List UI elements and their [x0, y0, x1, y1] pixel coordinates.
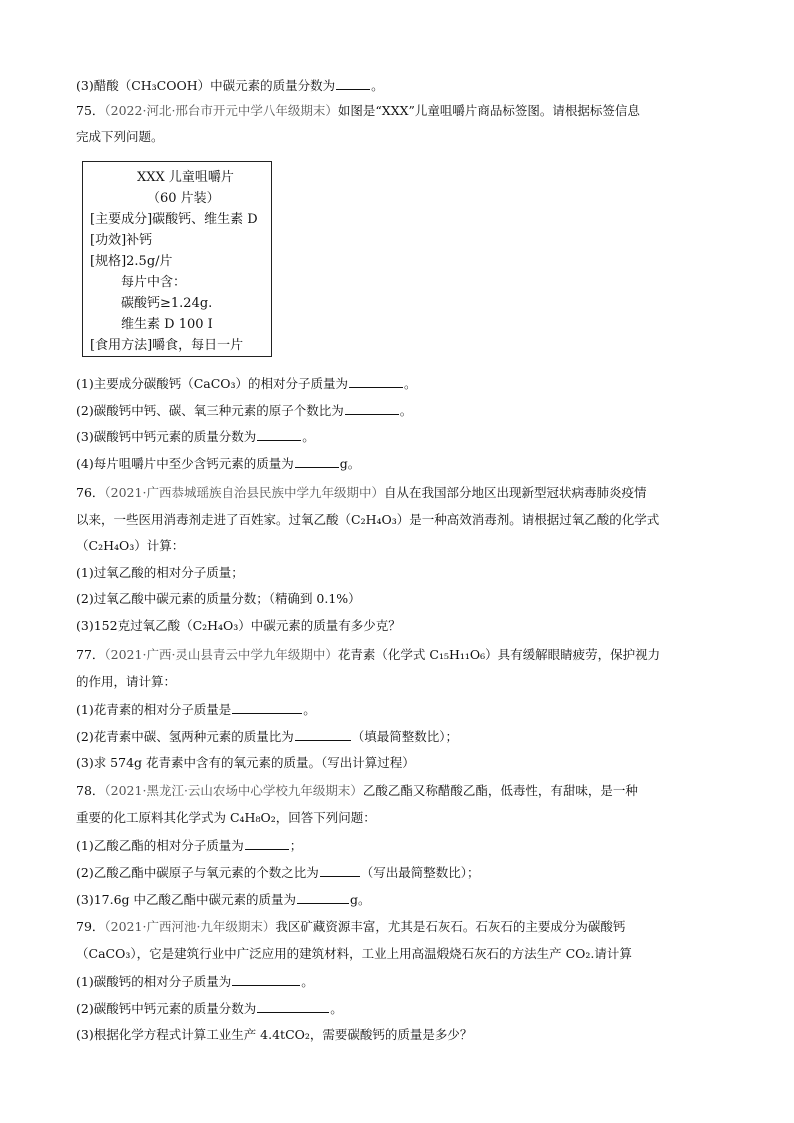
- question-78-1: (1)乙酸乙酯的相对分子质量为 ；: [76, 838, 303, 853]
- question-76-3: (3)152克过氧乙酸（C₂H₄O₃）中碳元素的质量有多少克？: [76, 618, 401, 633]
- answer-blank[interactable]: [245, 837, 289, 850]
- answer-blank[interactable]: [345, 402, 399, 415]
- answer-blank[interactable]: [297, 891, 349, 904]
- question-75-header: 75．（2022·河北·邢台市开元中学八年级期末）如图是“XXX”儿童咀嚼片商品标签图。请根据标签信息: [76, 103, 640, 118]
- question-75-header-cont: 完成下列问题。: [76, 129, 164, 144]
- label-usage: [食用方法]嚼食，每日一片: [90, 338, 244, 353]
- answer-blank[interactable]: [232, 701, 302, 714]
- question-76-header-cont2: （C₂H₄O₃）计算：: [76, 538, 185, 553]
- question-79-header: 79．（2021·广西河池·九年级期末）我区矿藏资源丰富，尤其是石灰石。石灰石的主要成分为碳酸钙: [76, 919, 626, 934]
- question-79-3: (3)根据化学方程式计算工业生产 4.4tCO₂，需要碳酸钙的质量是多少？: [76, 1027, 473, 1042]
- question-78-header-cont: 重要的化工原料其化学式为 C₄H₈O₂，回答下列问题：: [76, 810, 376, 825]
- question-78-2: (2)乙酸乙酯中碳原子与氧元素的个数之比为 （写出最简整数比）；: [76, 865, 480, 880]
- label-vitamin: 维生素 D 100 I: [121, 317, 213, 332]
- label-ingredients: [主要成分]碳酸钙、维生素 D: [90, 212, 258, 227]
- label-calcium: 碳酸钙≥1.24g.: [121, 296, 213, 311]
- question-75-2: (2)碳酸钙中钙、碳、氧三种元素的原子个数比为 。: [76, 403, 413, 418]
- question-76-header-cont: 以来，一些医用消毒剂走进了百姓家。过氧乙酸（C₂H₄O₃）是一种高效消毒剂。请根据过氧乙酸的化学式: [76, 512, 660, 527]
- product-label-box: [82, 161, 272, 357]
- answer-blank[interactable]: [349, 375, 403, 388]
- label-pack: （60 片装）: [147, 191, 220, 206]
- question-77-header: 77．（2021·广西·灵山县青云中学九年级期中）花青素（化学式 C₁₅H₁₁O₆）具有缓解眼睛疲劳，保护视力: [76, 647, 661, 662]
- answer-blank[interactable]: [257, 1000, 329, 1013]
- question-75-4: (4)每片咀嚼片中至少含钙元素的质量为 g。: [76, 456, 361, 471]
- label-effect: [功效]补钙: [90, 233, 153, 248]
- question-77-2: (2)花青素中碳、氢两种元素的质量比为 （填最简整数比）；: [76, 729, 458, 744]
- question-79-1: (1)碳酸钙的相对分子质量为 。: [76, 974, 314, 989]
- question-76-2: (2)过氧乙酸中碳元素的质量分数；（精确到 0.1%）: [76, 591, 361, 606]
- question-75-1: (1)主要成分碳酸钙（CaCO₃）的相对分子质量为 。: [76, 376, 417, 391]
- answer-blank[interactable]: [232, 973, 300, 986]
- question-79-2: (2)碳酸钙中钙元素的质量分数为 。: [76, 1001, 343, 1016]
- question-79-header-cont: （CaCO₃），它是建筑行业中广泛应用的建筑材料，工业上用高温煅烧石灰石的方法生产 CO₂.请计算: [76, 946, 632, 961]
- label-title: XXX 儿童咀嚼片: [137, 170, 234, 185]
- question-78-header: 78．（2021·黑龙江·云山农场中心学校九年级期末）乙酸乙酯又称醋酸乙酯，低毒性，有甜味，是一种: [76, 783, 638, 798]
- label-spec: [规格]2.5g/片: [90, 254, 173, 269]
- question-76-header: 76．（2021·广西恭城瑶族自治县民族中学九年级期中）自从在我国部分地区出现新型冠状病毒肺炎疫情: [76, 485, 647, 500]
- question-78-3: (3)17.6g 中乙酸乙酯中碳元素的质量为 g。: [76, 892, 371, 907]
- question-77-1: (1)花青素的相对分子质量是 。: [76, 702, 316, 717]
- question-75-3: (3)碳酸钙中钙元素的质量分数为 。: [76, 429, 315, 444]
- label-per-piece: 每片中含：: [121, 275, 187, 290]
- question-76-1: (1)过氧乙酸的相对分子质量；: [76, 565, 244, 580]
- answer-blank[interactable]: [295, 455, 339, 468]
- question-74-3: (3)醋酸（CH₃COOH）中碳元素的质量分数为 。: [76, 78, 384, 93]
- question-77-3: (3)求 574g 花青素中含有的氧元素的质量。（写出计算过程）: [76, 755, 415, 770]
- answer-blank[interactable]: [320, 864, 360, 877]
- answer-blank[interactable]: [295, 728, 351, 741]
- answer-blank[interactable]: [257, 428, 301, 441]
- answer-blank[interactable]: [336, 77, 370, 90]
- question-77-header-cont: 的作用，请计算：: [76, 674, 177, 689]
